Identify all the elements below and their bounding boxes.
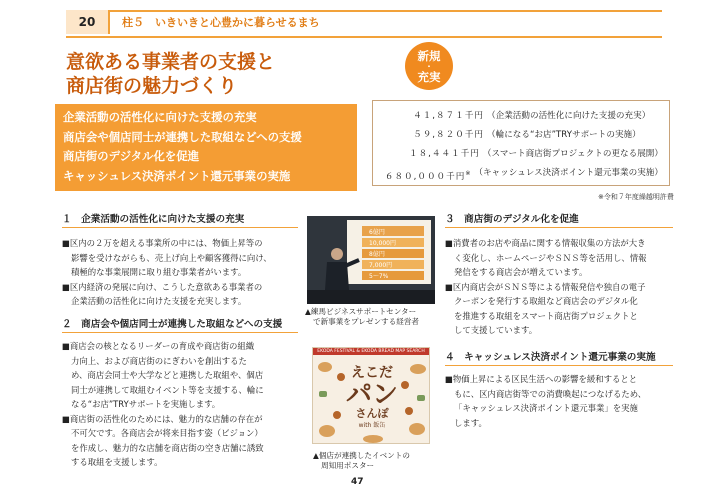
- budget-desc: （企業活動の活性化に向けた支援の充実）: [487, 111, 651, 121]
- presentation-photo: [307, 216, 435, 304]
- page-number: 47: [351, 477, 364, 487]
- body-line: ■区内経済の発展に向け、こうした意欲ある事業者の: [62, 281, 263, 292]
- badge-line-1: 新規: [417, 48, 441, 63]
- slide-row: 8億円: [369, 251, 385, 258]
- photo-caption: [305, 307, 419, 327]
- slide-row: 10,000円: [369, 240, 396, 247]
- budget-desc: （輪になる“お店”TRYサポートの実施）: [487, 130, 641, 140]
- summary-item: キャッシュレス決済ポイント還元事業の実施: [63, 168, 291, 183]
- poster-title-2: パン: [345, 380, 399, 410]
- chapter-title: 柱５ いきいきと心豊かに暮らせるまち: [122, 16, 320, 29]
- poster-sub: with 飯缶: [358, 422, 386, 429]
- body-line: 不可欠です。各商店会が将来目指す姿（ビジョン）: [71, 428, 263, 438]
- body-line: を作成し、魅力的な店舗を商店街の空き店舗に誘致: [71, 442, 264, 453]
- section-1-heading: １ 企業活動の活性化に向けた支援の充実: [62, 211, 298, 228]
- budget-row: [379, 126, 663, 145]
- body-line: ■区内商店会がＳＮＳ等による情報発信や独自の電子: [445, 281, 646, 292]
- body-line: ■区内の２万を超える事業所の中には、物価上昇等の: [62, 238, 263, 248]
- poster-title-1: えこだ: [351, 365, 393, 381]
- summary-item: 商店街のデジタル化を促進: [63, 149, 200, 163]
- poster-caption-line-2: 周知用ポスター: [321, 461, 375, 470]
- photo-caption-line-2: で新事業をプレゼンする経営者: [313, 317, 420, 326]
- presentation-photo-art: [307, 216, 435, 304]
- page-label: 20: [66, 10, 110, 34]
- badge-dot: ・: [425, 61, 433, 71]
- budget-desc: （キャッシュレス決済ポイント還元事業の実施）: [474, 168, 663, 178]
- body-line: ■物価上昇による区民生活への影響を緩和するとと: [445, 374, 638, 384]
- event-poster: [312, 347, 430, 444]
- summary-item: 商店会や個店同士が連携した取組などへの支援: [63, 129, 302, 144]
- body-line: します。: [454, 417, 487, 428]
- badge-line-2: 充実: [417, 69, 441, 84]
- body-line: 影響を受けながらも、売上げ向上や顧客獲得に向け、: [71, 252, 272, 263]
- budget-amount: １８,４４１千円: [408, 149, 480, 159]
- new-enhanced-badge: [405, 42, 453, 90]
- body-line: クーポンを発行する取組など商店会のデジタル化: [454, 296, 638, 306]
- body-line: 同士が連携して取組むイベント等を支援する、輪に: [71, 384, 264, 395]
- budget-desc: （スマート商店街プロジェクトの更なる展開）: [482, 149, 663, 159]
- section-2-body: [62, 339, 302, 470]
- photo-caption-line-1: ▲練馬ビジネスサポートセンター: [305, 307, 417, 316]
- budget-amount: [379, 164, 471, 187]
- body-line: ■商店街の活性化のためには、魅力的な店舗の存在が: [62, 413, 263, 424]
- budget-box: [372, 100, 670, 186]
- title-line-1: 意欲ある事業者の支援と: [66, 51, 276, 73]
- section-4-heading: ４ キャッシュレス決済ポイント還元事業の実施: [445, 349, 673, 366]
- poster-art: [313, 355, 430, 444]
- slide-row: 5〜7%: [369, 273, 389, 280]
- section-3-heading: ３ 商店街のデジタル化を促進: [445, 211, 673, 228]
- slide-row: 7,000円: [369, 262, 393, 269]
- section-3-body: [445, 236, 685, 338]
- summary-item: 企業活動の活性化に向けた支援の充実: [63, 110, 257, 124]
- body-line: 力向上、および商店街のにぎわいを創出するた: [71, 355, 247, 366]
- budget-row: [379, 145, 663, 164]
- section-2-heading: ２ 商店会や個店同士が連携した取組などへの支援: [62, 316, 298, 333]
- body-line: 発信をする商店会が増えています。: [454, 267, 588, 277]
- body-line: 企業活動の活性化に向けた支援を充実します。: [71, 296, 247, 306]
- poster-caption-line-1: ▲個店が連携したイベントの: [313, 451, 410, 460]
- budget-footnote: ※令和７年度繰越明許費: [598, 193, 674, 201]
- budget-amount: ４１,８７１千円: [413, 111, 484, 121]
- body-line: もに、区内商店街等での消費喚起につなげるため、: [454, 388, 647, 399]
- slide-row: 6億円: [369, 229, 385, 236]
- budget-amount: ５９,８２０千円: [413, 130, 484, 140]
- body-line: ■商店会の核となるリーダーの育成や商店街の組織: [62, 341, 255, 351]
- body-line: ■消費者のお店や商品に関する情報収集の方法が大き: [445, 238, 646, 248]
- poster-title-3: さんぽ: [355, 407, 389, 420]
- budget-amount-value: ６８０,０００千円: [384, 171, 466, 182]
- body-line: して支援しています。: [454, 325, 538, 335]
- budget-row: [379, 107, 663, 126]
- body-line: を推進する取組をスマート商店街プロジェクトと: [454, 310, 638, 321]
- body-line: する取組を支援します。: [71, 457, 163, 467]
- body-line: め、商店会同士や大学などと連携した取組や、個店: [71, 370, 264, 380]
- poster-caption: [313, 451, 410, 471]
- body-line: なる“お店”TRYサポートを実施します。: [71, 399, 221, 409]
- budget-row: [379, 164, 663, 187]
- section-1-body: [62, 236, 302, 309]
- body-line: 「キャッシュレス決済ポイント還元事業」を実施: [454, 403, 638, 413]
- summary-box: [55, 104, 357, 191]
- poster-banner: EKODA FESTIVAL & EKODA BREAD MAP SEARCH: [313, 348, 429, 355]
- body-line: く変化し、ホームページやＳＮＳ等を活用し、情報: [454, 252, 647, 263]
- body-line: 積極的な事業展開に取り組む事業者がいます。: [71, 267, 247, 277]
- title-line-2: 商店街の魅力づくり: [66, 75, 238, 97]
- section-4-body: [445, 372, 685, 430]
- budget-note-mark: ※: [465, 170, 472, 177]
- page-title: [66, 50, 376, 98]
